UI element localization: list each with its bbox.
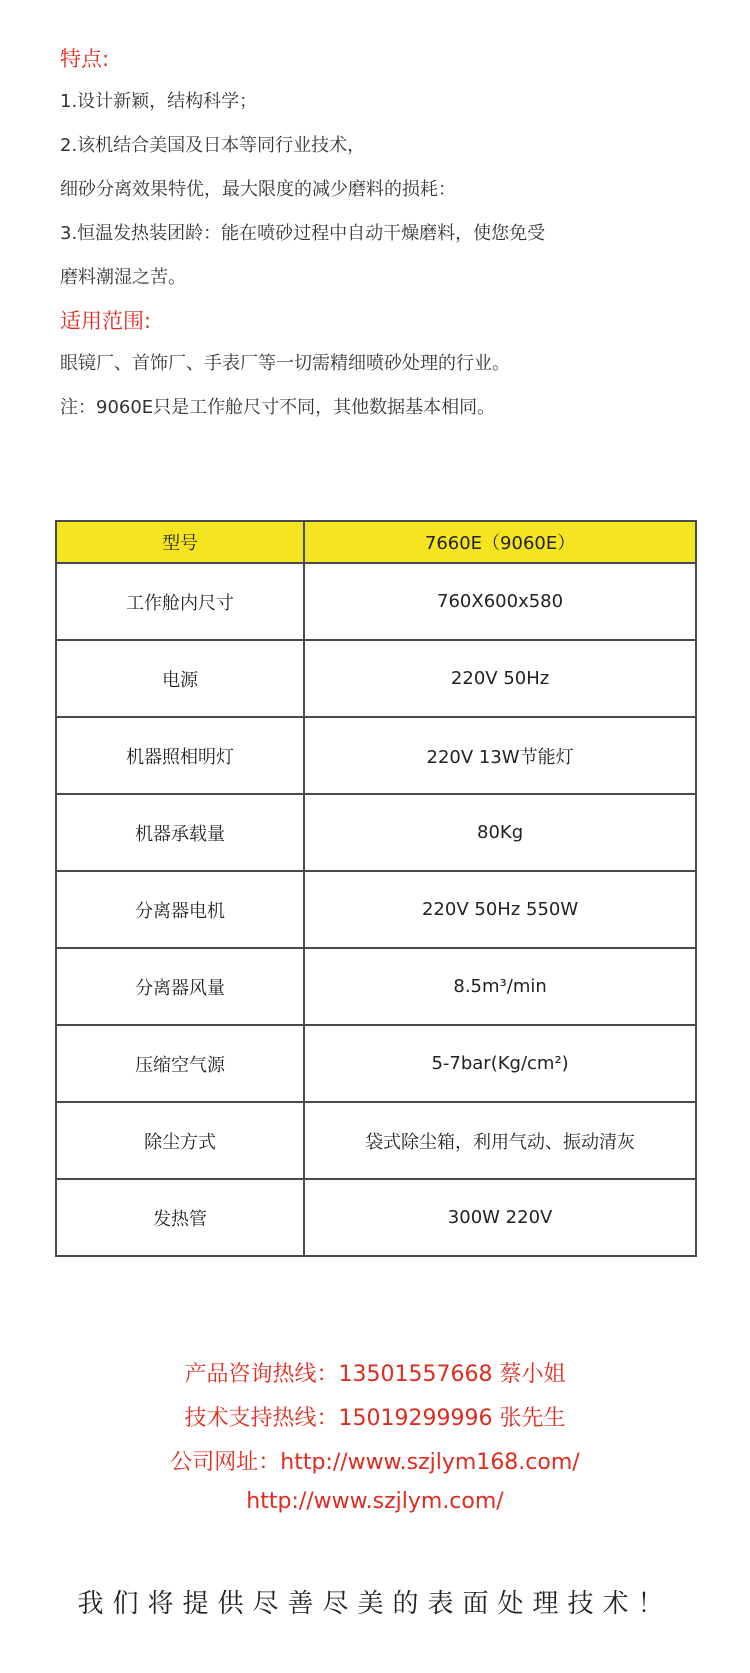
- website-link[interactable]: 公司网址：http://www.szjlym168.com/: [170, 1450, 580, 1475]
- spec-table-container: [55, 520, 697, 1257]
- table-row: [56, 717, 696, 794]
- spec-value: 袋式除尘箱，利用气动、振动清灰: [304, 1102, 696, 1179]
- features-heading: 特点:: [60, 47, 110, 71]
- spec-value: 220V 50Hz: [304, 640, 696, 717]
- table-row: [56, 1102, 696, 1179]
- spec-param: 压缩空气源: [56, 1025, 304, 1102]
- spec-param: 除尘方式: [56, 1102, 304, 1179]
- spec-param: 工作舱内尺寸: [56, 563, 304, 640]
- feature-line: 2.该机结合美国及日本等同行业技术，: [60, 135, 366, 156]
- spec-value: 80Kg: [304, 794, 696, 871]
- table-row: [56, 640, 696, 717]
- spec-table: [55, 520, 697, 1257]
- table-row: [56, 948, 696, 1025]
- application-line: 眼镜厂、首饰厂、手表厂等一切需精细喷砂处理的行业。: [60, 353, 510, 374]
- note-line: 注：9060E只是工作舱尺寸不同，其他数据基本相同。: [60, 397, 496, 418]
- applications-heading: 适用范围:: [60, 309, 152, 333]
- website-link-secondary[interactable]: http://www.szjlym.com/: [246, 1489, 504, 1514]
- table-row: [56, 1179, 696, 1256]
- product-hotline: 产品咨询热线：13501557668 蔡小姐: [184, 1362, 566, 1387]
- spec-value: 760X600x580: [304, 563, 696, 640]
- feature-line: 1.设计新颖，结构科学；: [60, 91, 258, 112]
- spec-table-header: [56, 521, 696, 563]
- features-section: [60, 38, 720, 430]
- spec-param: 机器照相明灯: [56, 717, 304, 794]
- slogan: 我们将提供尽善尽美的表面处理技术！: [77, 1589, 673, 1619]
- spec-param: 机器承载量: [56, 794, 304, 871]
- header-model-label: 型号: [56, 521, 304, 563]
- table-row: [56, 871, 696, 948]
- spec-param: 分离器风量: [56, 948, 304, 1025]
- feature-line: 3.恒温发热装团龄：能在喷砂过程中自动干燥磨料，使您免受: [60, 223, 546, 244]
- table-row: [56, 1025, 696, 1102]
- table-row: [56, 794, 696, 871]
- spec-value: 8.5m³/min: [304, 948, 696, 1025]
- spec-param: 分离器电机: [56, 871, 304, 948]
- spec-value: 5-7bar(Kg/cm²): [304, 1025, 696, 1102]
- header-model-value: 7660E（9060E）: [304, 521, 696, 563]
- spec-param: 发热管: [56, 1179, 304, 1256]
- spec-value: 220V 13W节能灯: [304, 717, 696, 794]
- support-hotline: 技术支持热线：15019299996 张先生: [184, 1406, 566, 1431]
- table-row: [56, 563, 696, 640]
- spec-value: 220V 50Hz 550W: [304, 871, 696, 948]
- spec-value: 300W 220V: [304, 1179, 696, 1256]
- feature-line: 磨料潮湿之苦。: [60, 267, 186, 288]
- spec-param: 电源: [56, 640, 304, 717]
- feature-line: 细砂分离效果特优，最大限度的减少磨料的损耗：: [60, 179, 456, 200]
